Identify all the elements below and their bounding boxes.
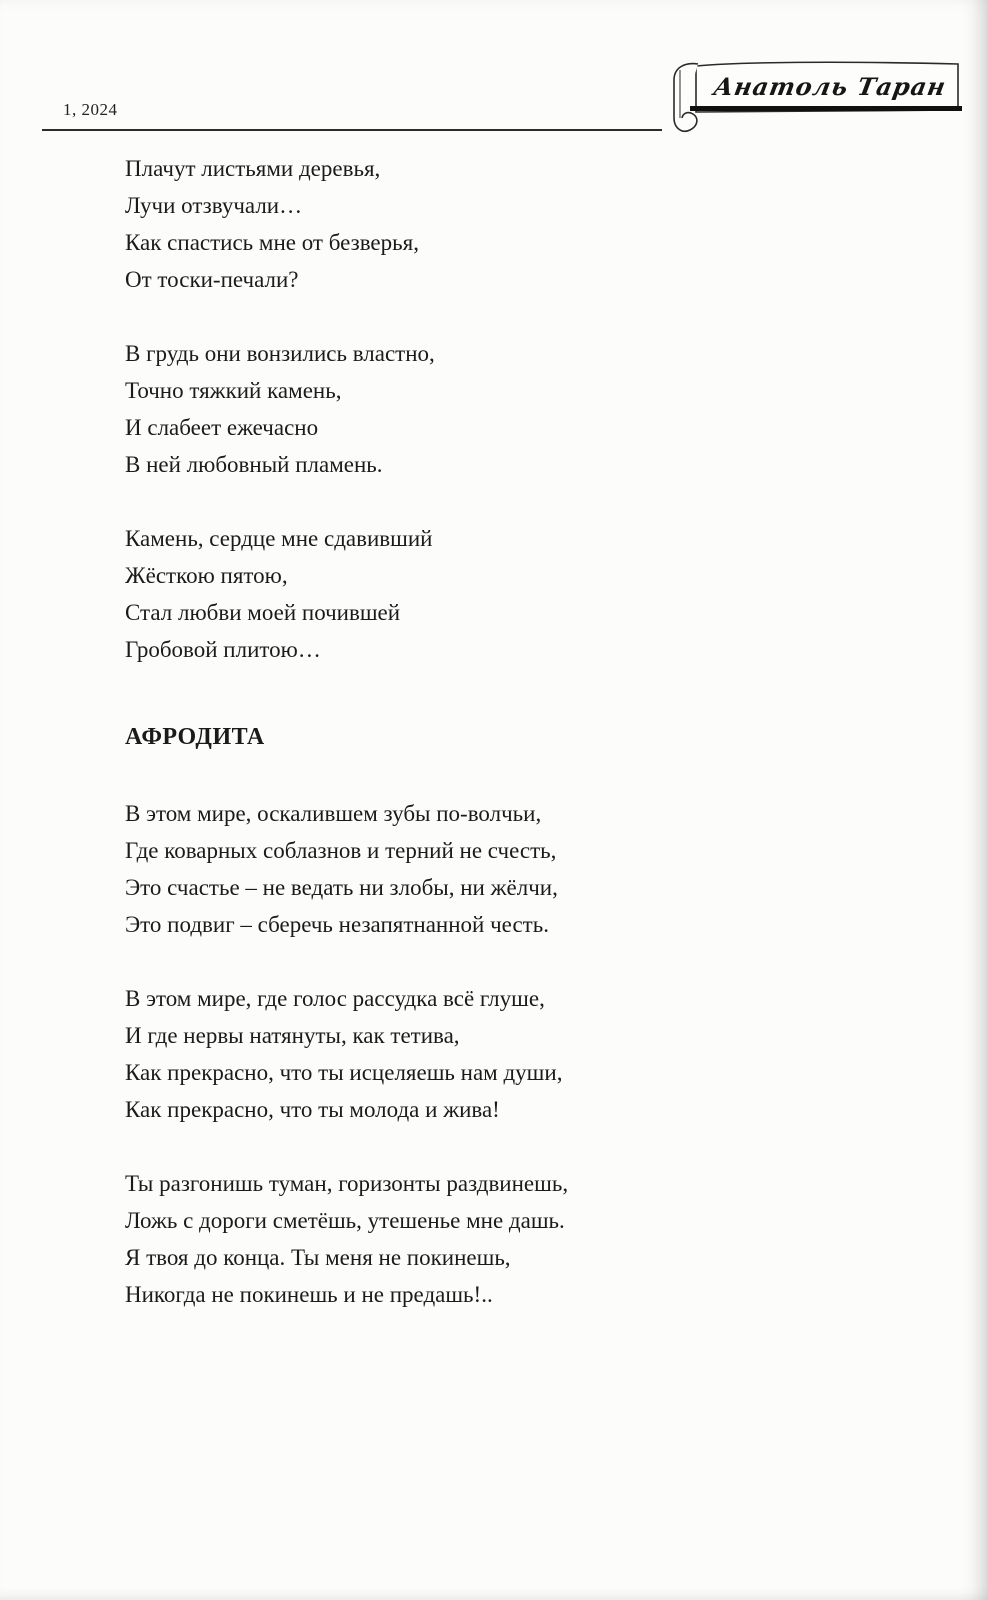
- poem-line: Лучи отзвучали…: [125, 193, 303, 218]
- issue-number: 1, 2024: [63, 100, 118, 119]
- poem-line: Гробовой плитою…: [125, 637, 321, 662]
- poem-line: И где нервы натянуты, как тетива,: [125, 1023, 460, 1048]
- poem: [125, 724, 878, 1313]
- poem-line: Камень, сердце мне сдавивший: [125, 526, 433, 551]
- poem-line: Как спастись мне от безверья,: [125, 230, 419, 255]
- poem-line: В ней любовный пламень.: [125, 452, 383, 477]
- poem-line: Стал любви моей почившей: [125, 600, 401, 625]
- poem-line: В грудь они вонзились властно,: [125, 341, 435, 366]
- stanza: [125, 795, 878, 943]
- poem-line: От тоски-печали?: [125, 267, 299, 292]
- header-rule: [42, 129, 662, 131]
- poem-line: Никогда не покинешь и не предашь!..: [125, 1282, 493, 1307]
- poem-line: Плачут листьями деревья,: [125, 156, 381, 181]
- stanza: [125, 150, 878, 298]
- author-scroll-banner: [658, 56, 962, 136]
- poem-title: АФРОДИТА: [125, 724, 265, 750]
- poem-line: И слабеет ежечасно: [125, 415, 319, 440]
- poem-line: Это подвиг – сберечь незапятнанной честь.: [125, 912, 549, 937]
- poem-line: Это счастье – не ведать ни злобы, ни жёлчи,: [125, 875, 558, 900]
- poem-line: В этом мире, где голос рассудка всё глуше,: [125, 986, 545, 1011]
- author-name: Анатоль Таран: [711, 72, 949, 101]
- stanza: [125, 1165, 878, 1313]
- poem-line: Как прекрасно, что ты исцеляешь нам души,: [125, 1060, 563, 1085]
- stanza: [125, 980, 878, 1128]
- poem-line: Жёсткою пятою,: [125, 563, 288, 588]
- poem-line: В этом мире, оскалившем зубы по-волчьи,: [125, 801, 542, 826]
- poem-line: Ложь с дороги сметёшь, утешенье мне дашь.: [125, 1208, 565, 1233]
- poems-container: [125, 150, 878, 1313]
- poem-line: Я твоя до конца. Ты меня не покинешь,: [125, 1245, 511, 1270]
- stanza: [125, 335, 878, 483]
- poem-line: Точно тяжкий камень,: [125, 378, 342, 403]
- stanza: [125, 520, 878, 668]
- poem: [125, 150, 878, 668]
- poem-line: Где коварных соблазнов и терний не счесть,: [125, 838, 557, 863]
- poem-line: Ты разгонишь туман, горизонты раздвинешь,: [125, 1171, 569, 1196]
- poem-line: Как прекрасно, что ты молода и жива!: [125, 1097, 500, 1122]
